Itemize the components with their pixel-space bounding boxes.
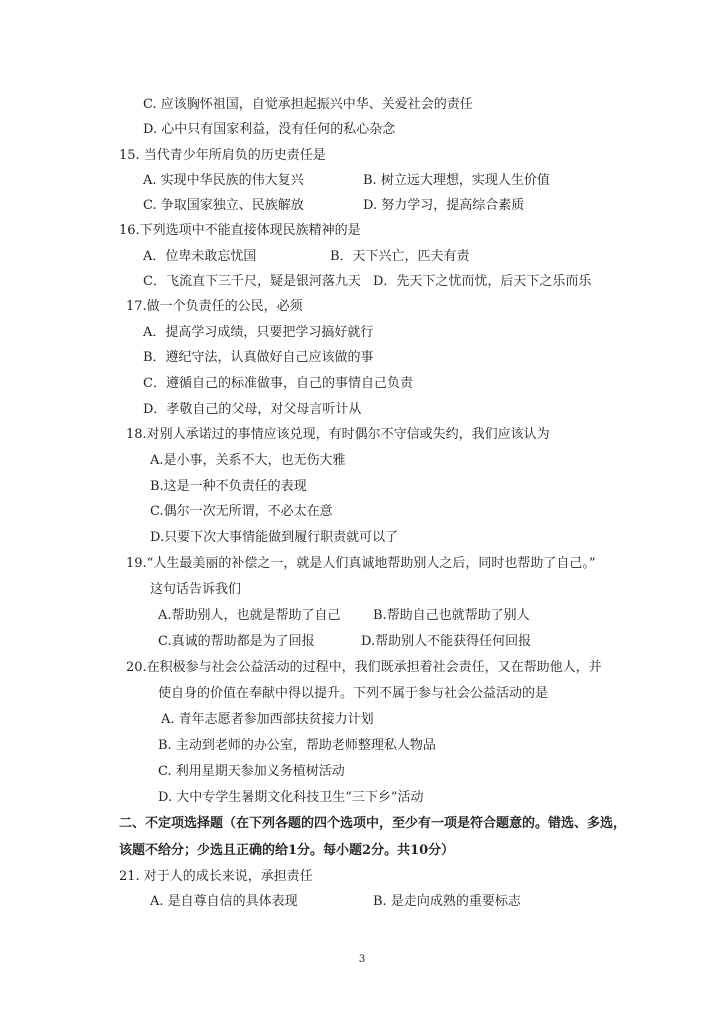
option-17-b: B．遵纪守法，认真做好自己应该做的事 [143,350,374,365]
option-18-b: B.这是一种不负责任的表现 [150,479,307,494]
option-17-c: C．遵循自己的标准做事，自己的事情自己负责 [143,376,413,391]
section-2-heading-line-2: 该题不给分；少选且正确的给1分。每小题2分。共10分） [119,843,455,858]
option-18-a: A.是小事，关系不大，也无伤大雅 [150,453,346,468]
option-15-c: C. 争取国家独立、民族解放 [143,198,304,213]
page-number: 3 [358,954,366,965]
option-21-b: B. 是走向成熟的重要标志 [373,894,521,909]
option-15-b: B. 树立远大理想，实现人生价值 [363,173,550,188]
option-14-c: C. 应该胸怀祖国，自觉承担起振兴中华、关爱社会的责任 [143,97,473,112]
option-21-a: A. 是自尊自信的具体表现 [150,894,298,909]
option-14-d: D. 心中只有国家利益，没有任何的私心杂念 [143,122,396,137]
option-15-a: A. 实现中华民族的伟大复兴 [143,173,304,188]
question-17: 17.做一个负责任的公民，必须 [126,299,303,314]
question-20: 20.在积极参与社会公益活动的过程中，我们既承担着社会责任，又在帮助他人，并 [126,660,602,675]
option-19-c: C.真诚的帮助都是为了回报 [158,634,315,649]
option-19-d: D.帮助别人不能获得任何回报 [361,634,532,649]
option-16-a: A．位卑未敢忘忧国 [143,249,257,264]
option-18-c: C.偶尔一次无所谓，不必太在意 [150,504,333,519]
section-2-heading: 二、不定项选择题（在下列各题的四个选项中，至少有一项是符合题意的。错选、多选， [119,816,627,831]
question-19-line-2: 这句话告诉我们 [150,582,242,597]
option-20-a: A. 青年志愿者参加西部扶贫接力计划 [161,712,374,727]
option-16-b: B．天下兴亡，匹夫有责 [330,249,470,264]
question-21: 21. 对于人的成长来说，承担责任 [119,869,313,884]
question-16: 16.下列选项中不能直接体现民族精神的是 [119,223,361,238]
option-16-d: D．先天下之忧而忧，后天下之乐而乐 [373,274,592,289]
option-17-d: D．孝敬自己的父母，对父母言听计从 [143,402,362,417]
option-20-b: B. 主动到老师的办公室，帮助老师整理私人物品 [158,738,436,753]
question-18: 18.对别人承诺过的事情应该兑现，有时偶尔不守信或失约，我们应该认为 [126,427,550,442]
option-20-c: C. 利用星期天参加义务植树活动 [158,764,345,779]
option-19-b: B.帮助自己也就帮助了别人 [373,608,530,623]
option-18-d: D.只要下次大事情能做到履行职责就可以了 [150,530,399,545]
question-15: 15. 当代青少年所肩负的历史责任是 [119,148,326,163]
option-16-c: C．飞流直下三千尺，疑是银河落九天 [143,274,361,289]
question-19: 19.“人生最美丽的补偿之一，就是人们真诚地帮助别人之后，同时也帮助了自己。” [126,556,596,571]
question-20-line-2: 使自身的价值在奉献中得以提升。下列不属于参与社会公益活动的是 [158,686,549,701]
option-17-a: A．提高学习成绩，只要把学习搞好就行 [143,325,374,340]
option-15-d: D. 努力学习，提高综合素质 [363,198,525,213]
option-20-d: D. 大中专学生暑期文化科技卫生“三下乡”活动 [158,790,424,805]
option-19-a: A.帮助别人，也就是帮助了自己 [158,608,341,623]
